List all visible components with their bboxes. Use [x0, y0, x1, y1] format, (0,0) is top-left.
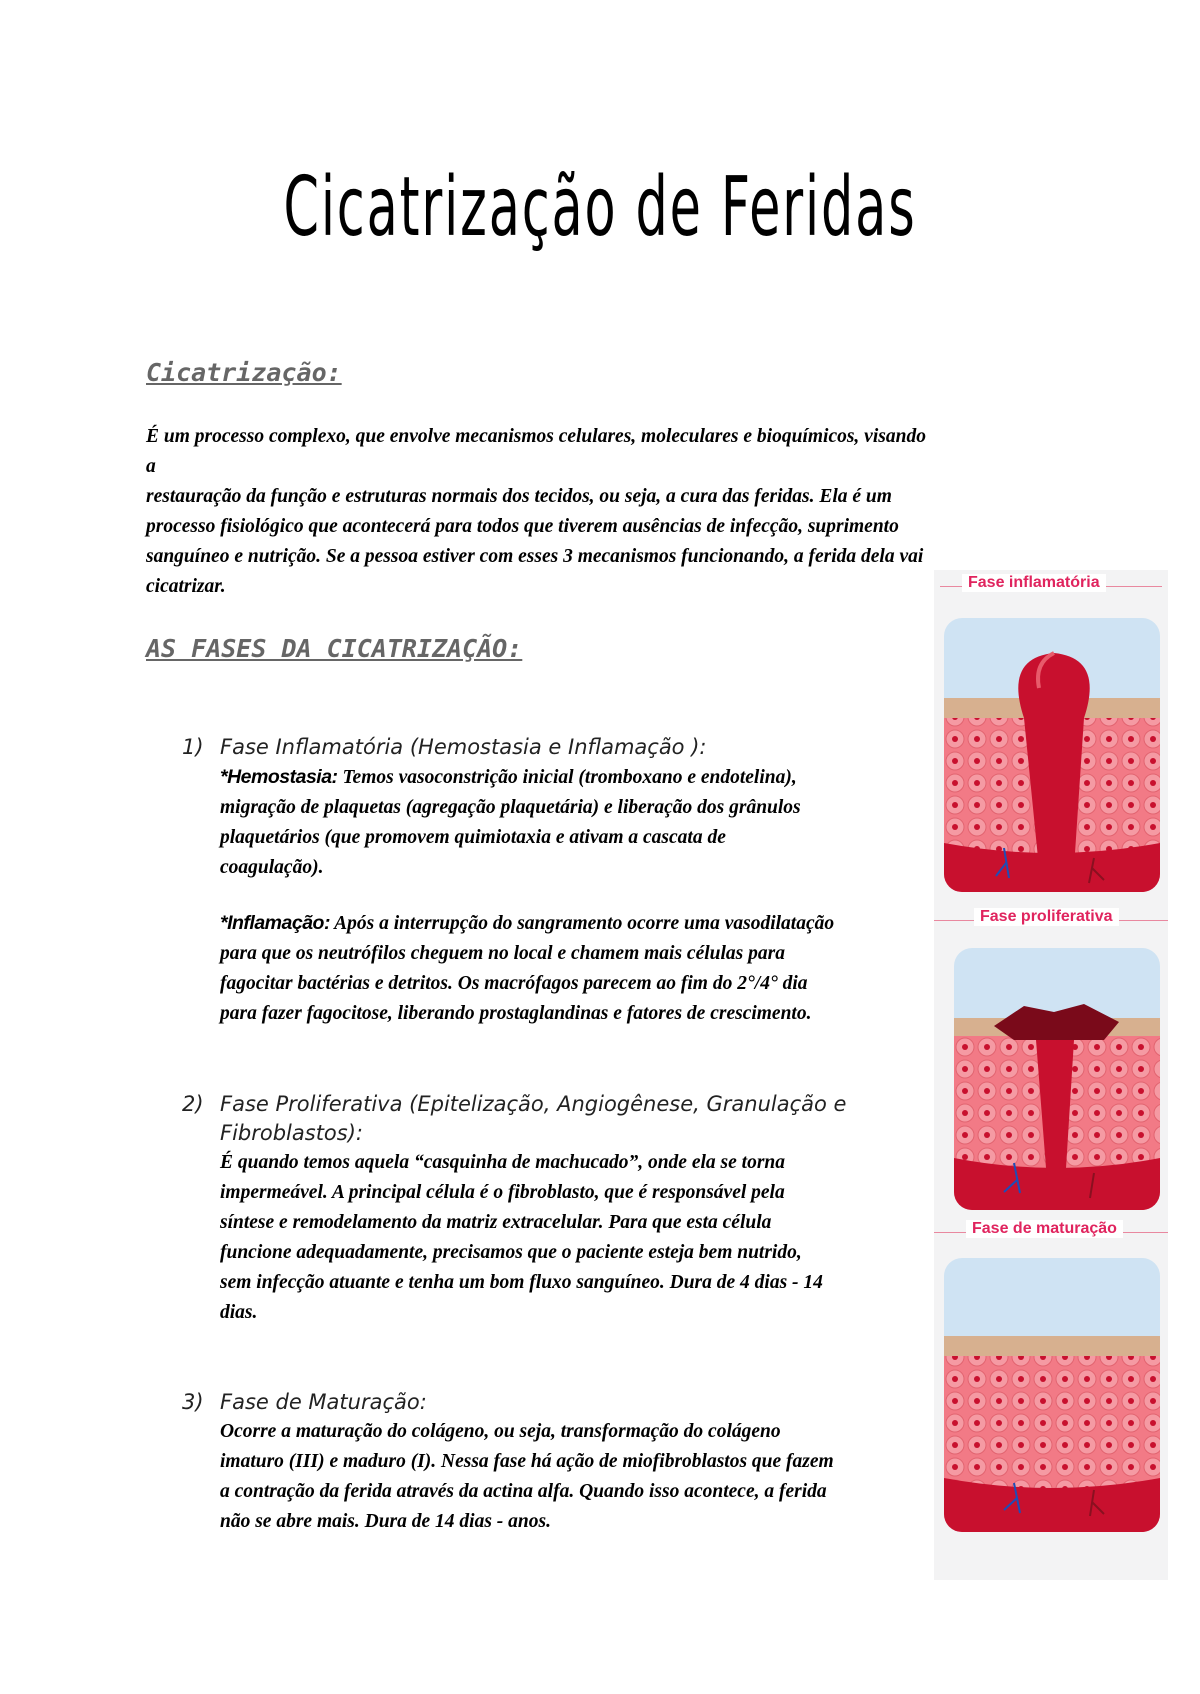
label-fase-proliferativa: Fase proliferativa — [974, 908, 1119, 926]
phase2-number: 2) — [182, 1092, 204, 1116]
proliferative-phase-illustration — [954, 948, 1160, 1210]
inflamacao-line: fagocitar bactérias e detritos. Os macrófagos parecem ao fim do 2°/4° dia — [220, 973, 808, 994]
phase1-number: 1) — [182, 735, 204, 759]
section-heading-fases: AS FASES DA CICATRIZAÇÃO: — [146, 634, 523, 663]
intro-line: sanguíneo e nutrição. Se a pessoa estiver com esses 3 mecanismos funcionando, a ferida dela vai — [146, 546, 924, 567]
hemostasia-line: plaquetários (que promovem quimiotaxia e ativam a cascata de — [220, 827, 726, 848]
hemostasia-line: coagulação). — [220, 857, 324, 878]
phase2-title-line: Fase Proliferativa (Epitelização, Angiogênese, Granulação e — [220, 1092, 847, 1116]
phase3-heading — [182, 1388, 427, 1417]
intro-line: cicatrizar. — [146, 576, 226, 597]
phase3-number: 3) — [182, 1390, 204, 1414]
proliferative-wound-svg — [954, 948, 1160, 1210]
intro-line: restauração da função e estruturas normais dos tecidos, ou seja, a cura das feridas. Ela é um — [146, 486, 892, 507]
phase3-title: Fase de Maturação: — [220, 1390, 427, 1414]
phase3-line: não se abre mais. Dura de 14 dias - anos. — [220, 1511, 551, 1532]
hemostasia-lead: *Hemostasia: — [220, 766, 338, 788]
phase2-paragraph — [220, 1148, 920, 1328]
inflammatory-phase-illustration — [944, 618, 1160, 892]
phase3-line: imaturo (III) e maduro (I). Nessa fase há ação de miofibroblastos que fazem — [220, 1451, 834, 1472]
inflamacao-line: para que os neutrófilos cheguem no local e chamem mais células para — [220, 943, 785, 964]
phase1-heading — [182, 733, 706, 762]
phase1-title: Fase Inflamatória (Hemostasia e Inflamação ): — [220, 735, 707, 759]
inflamacao-line: Após a interrupção do sangramento ocorre uma vasodilatação — [329, 913, 835, 934]
label-fase-maturacao: Fase de maturação — [966, 1220, 1123, 1238]
hemostasia-line: Temos vasoconstrição inicial (tromboxano e endotelina), — [337, 767, 797, 788]
inflamacao-lead: *Inflamação: — [220, 912, 330, 934]
phase2-heading — [182, 1090, 846, 1148]
hemostasia-line: migração de plaquetas (agregação plaquetária) e liberação dos grânulos — [220, 797, 801, 818]
phase2-line: síntese e remodelamento da matriz extracelular. Para que esta célula — [220, 1212, 772, 1233]
maturation-phase-illustration — [944, 1258, 1160, 1532]
inflamacao-line: para fazer fagocitose, liberando prostaglandinas e fatores de crescimento. — [220, 1003, 812, 1024]
phase2-title-line: Fibroblastos): — [220, 1121, 363, 1145]
inflammatory-wound-svg — [944, 618, 1160, 892]
phase2-line: impermeável. A principal célula é o fibroblasto, que é responsável pela — [220, 1182, 785, 1203]
intro-line: processo fisiológico que acontecerá para todos que tiverem ausências de infecção, suprimento — [146, 516, 899, 537]
phase3-paragraph — [220, 1417, 930, 1537]
phase2-line: É quando temos aquela “casquinha de machucado”, onde ela se torna — [220, 1152, 786, 1173]
phase2-line: sem infecção atuante e tenha um bom fluxo sanguíneo. Dura de 4 dias - 14 — [220, 1272, 823, 1293]
phase3-line: a contração da ferida através da actina alfa. Quando isso acontece, a ferida — [220, 1481, 827, 1502]
phase3-line: Ocorre a maturação do colágeno, ou seja, transformação do colágeno — [220, 1421, 781, 1442]
phase1-inflamacao — [220, 908, 930, 1029]
intro-paragraph — [146, 422, 936, 602]
phase2-line: dias. — [220, 1302, 258, 1323]
intro-line: É um processo complexo, que envolve mecanismos celulares, moleculares e bioquímicos, visando a — [146, 426, 926, 477]
phase1-hemostasia — [220, 762, 920, 883]
section-heading-cicatrizacao: Cicatrização: — [146, 358, 342, 387]
maturation-wound-svg — [944, 1258, 1160, 1532]
page-title: Cicatrização de Feridas — [283, 160, 917, 255]
label-fase-inflamatoria: Fase inflamatória — [962, 574, 1106, 592]
phase2-line: funcione adequadamente, precisamos que o paciente esteja bem nutrido, — [220, 1242, 802, 1263]
